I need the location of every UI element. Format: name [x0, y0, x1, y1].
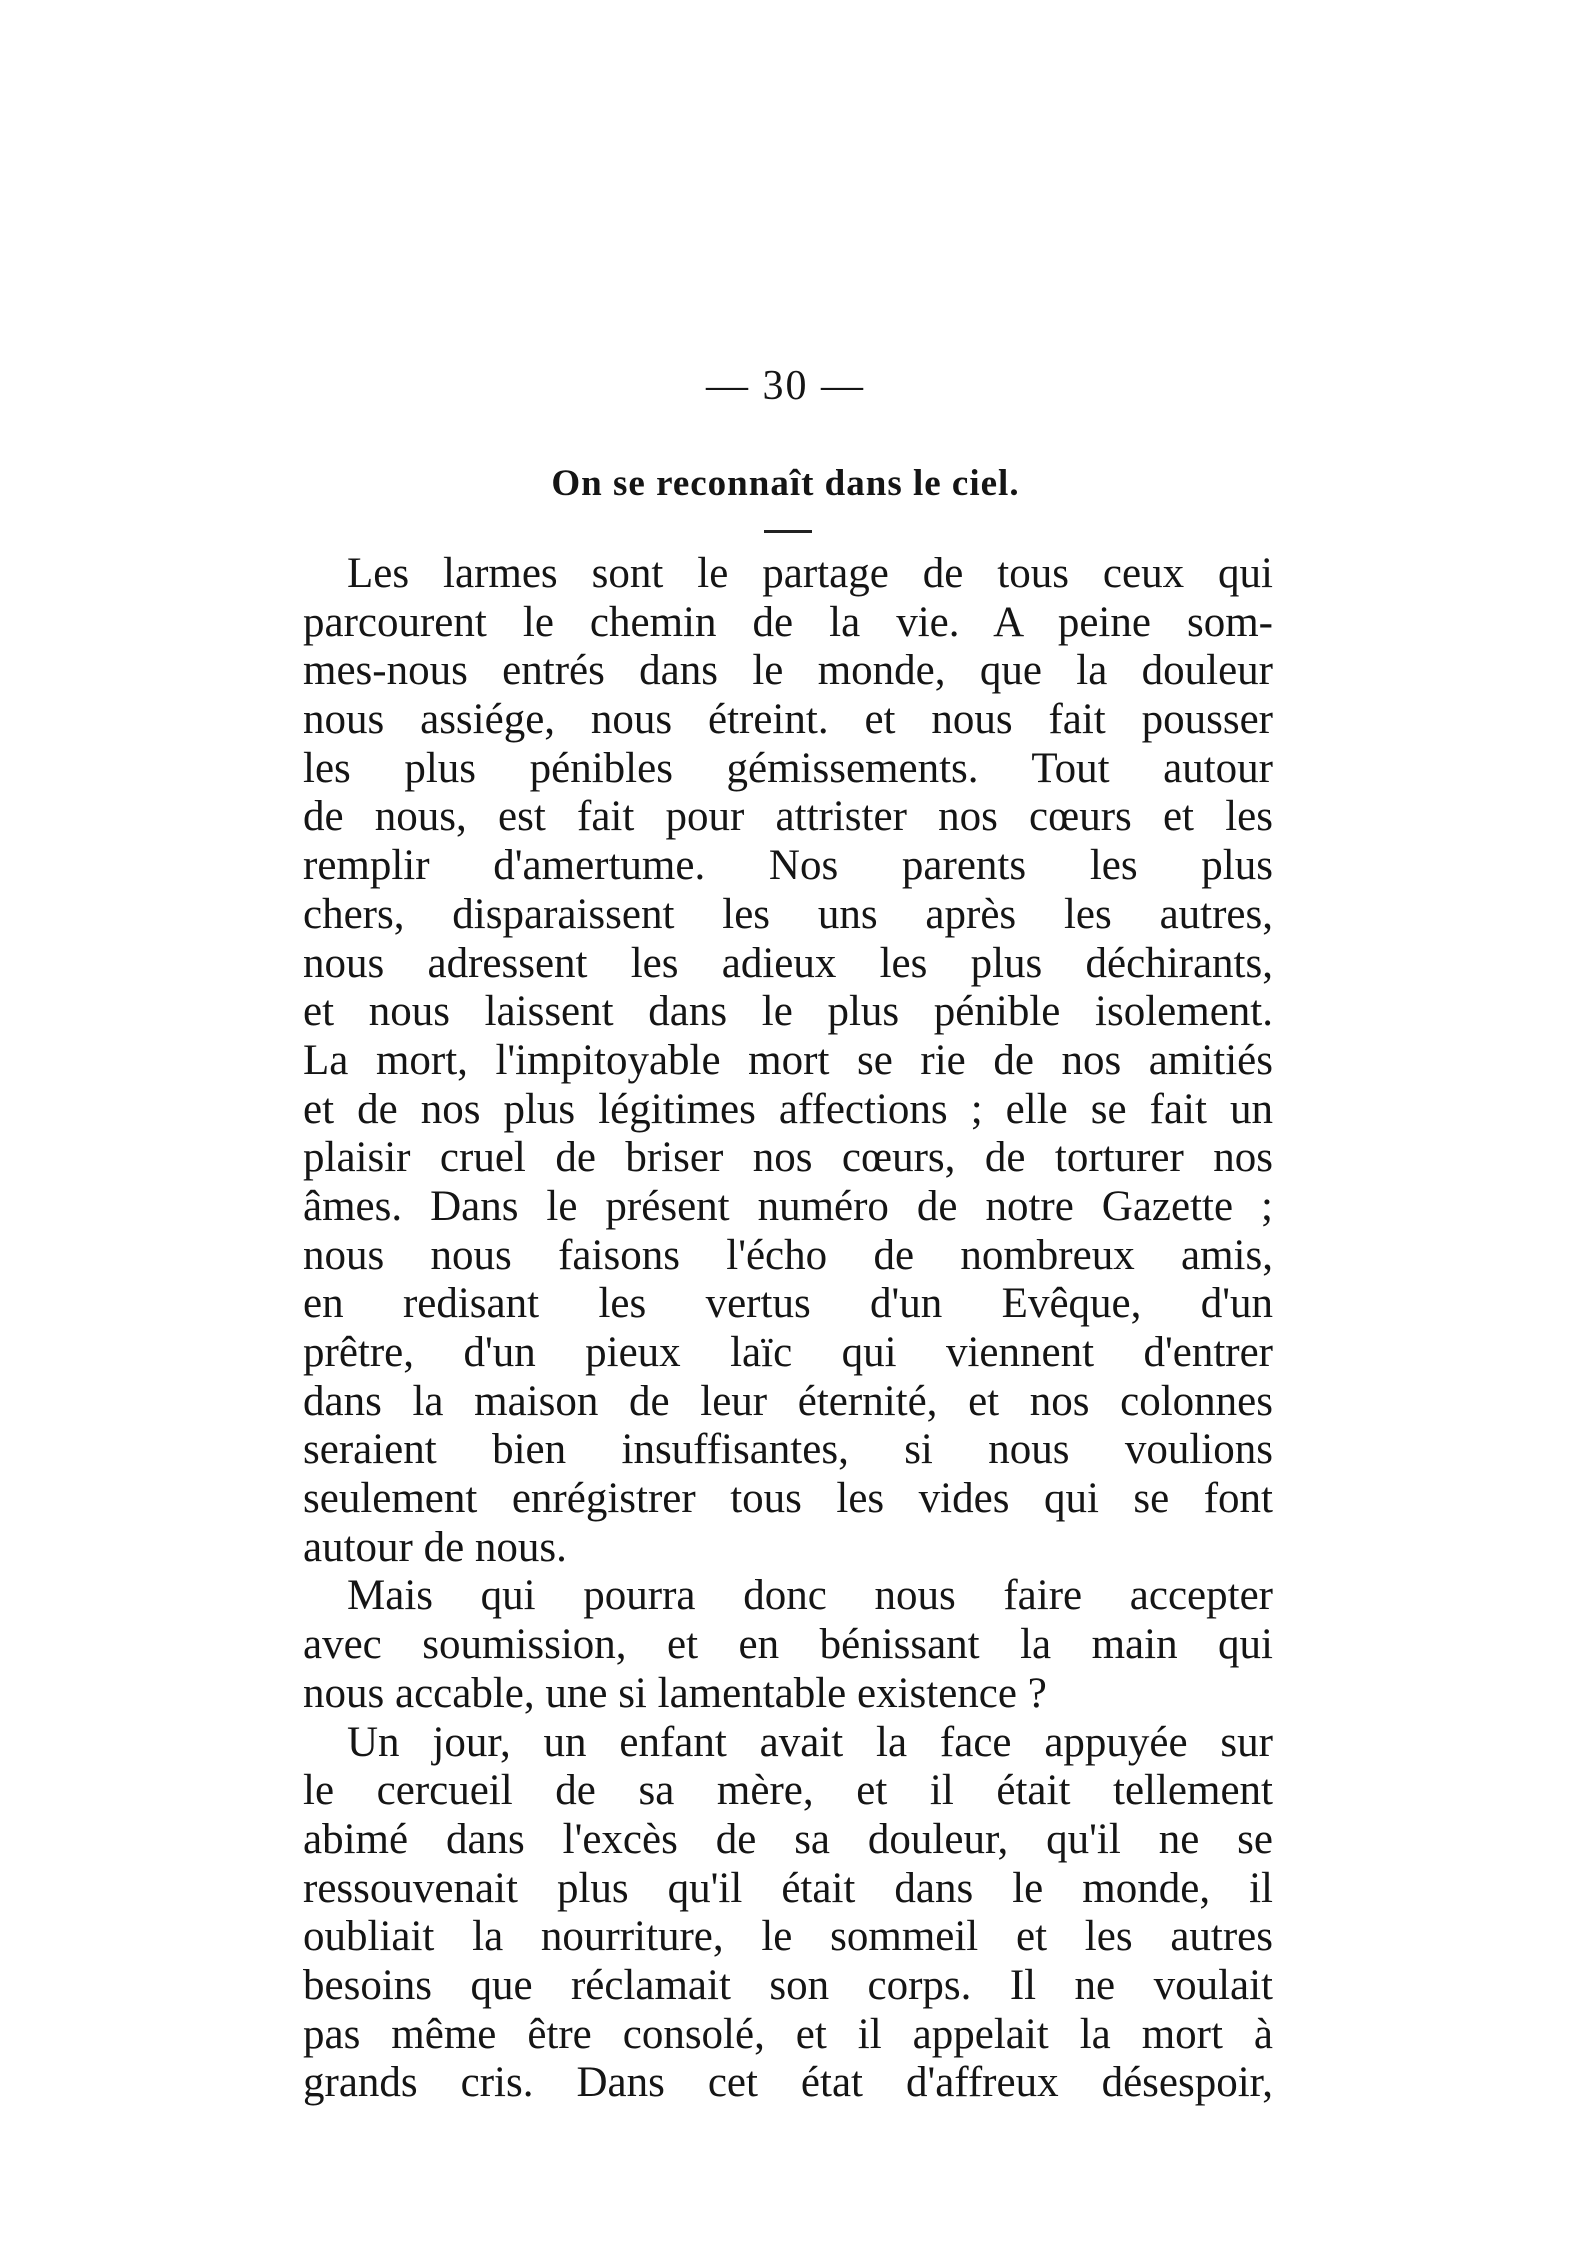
text-line: besoins que réclamait son corps. Il ne voulait — [303, 1961, 1273, 2009]
text-line: et nous laissent dans le plus pénible isolement. — [303, 988, 1273, 1036]
text-line: grands cris. Dans cet état d'affreux désespoir, — [303, 2059, 1273, 2107]
section-heading: On se reconnaît dans le ciel. — [551, 463, 1020, 504]
text-line: seraient bien insuffisantes, si nous voulions — [303, 1426, 1273, 1474]
text-line: de nous, est fait pour attrister nos cœurs et les — [303, 793, 1273, 841]
text-line: avec soumission, et en bénissant la main qui — [303, 1621, 1273, 1669]
text-line: le cercueil de sa mère, et il était tellement — [303, 1767, 1273, 1815]
text-line: Un jour, un enfant avait la face appuyée sur — [347, 1718, 1273, 1766]
text-line: et de nos plus légitimes affections ; elle se fait un — [303, 1085, 1273, 1133]
body-text — [303, 550, 1273, 2108]
text-line: âmes. Dans le présent numéro de notre Gazette ; — [303, 1182, 1273, 1230]
text-line: ressouvenait plus qu'il était dans le monde, il — [303, 1864, 1273, 1912]
text-line: mes-nous entrés dans le monde, que la douleur — [303, 647, 1273, 695]
text-line: nous accable, une si lamentable existence ? — [303, 1669, 1047, 1717]
text-line: nous assiége, nous étreint. et nous fait pousser — [303, 696, 1273, 744]
text-line: prêtre, d'un pieux laïc qui viennent d'entrer — [303, 1329, 1273, 1376]
text-line: oubliait la nourriture, le sommeil et les autres — [303, 1913, 1273, 1961]
text-line: autour de nous. — [303, 1523, 567, 1571]
text-line: nous adressent les adieux les plus déchirants, — [303, 939, 1273, 987]
text-line: en redisant les vertus d'un Evêque, d'un — [303, 1280, 1273, 1328]
text-line: pas même être consolé, et il appelait la mort à — [303, 2010, 1273, 2058]
text-line: Les larmes sont le partage de tous ceux qui — [347, 550, 1273, 597]
text-line: La mort, l'impitoyable mort se rie de nos amitiés — [303, 1036, 1273, 1084]
text-line: dans la maison de leur éternité, et nos colonnes — [303, 1377, 1273, 1425]
text-line: plaisir cruel de briser nos cœurs, de torturer nos — [303, 1134, 1273, 1182]
text-line: Mais qui pourra donc nous faire accepter — [347, 1572, 1273, 1620]
text-line: parcourent le chemin de la vie. A peine som- — [303, 598, 1273, 646]
text-line: remplir d'amertume. Nos parents les plus — [303, 842, 1273, 890]
text-line: chers, disparaissent les uns après les autres, — [303, 890, 1273, 938]
text-line: abimé dans l'excès de sa douleur, qu'il ne se — [303, 1815, 1273, 1863]
text-line: les plus pénibles gémissements. Tout autour — [303, 744, 1273, 792]
text-line: nous nous faisons l'écho de nombreux amis, — [303, 1231, 1273, 1279]
page-number: — 30 — — [706, 363, 865, 409]
heading-rule — [764, 530, 812, 533]
text-line: seulement enrégistrer tous les vides qui se font — [303, 1475, 1273, 1523]
